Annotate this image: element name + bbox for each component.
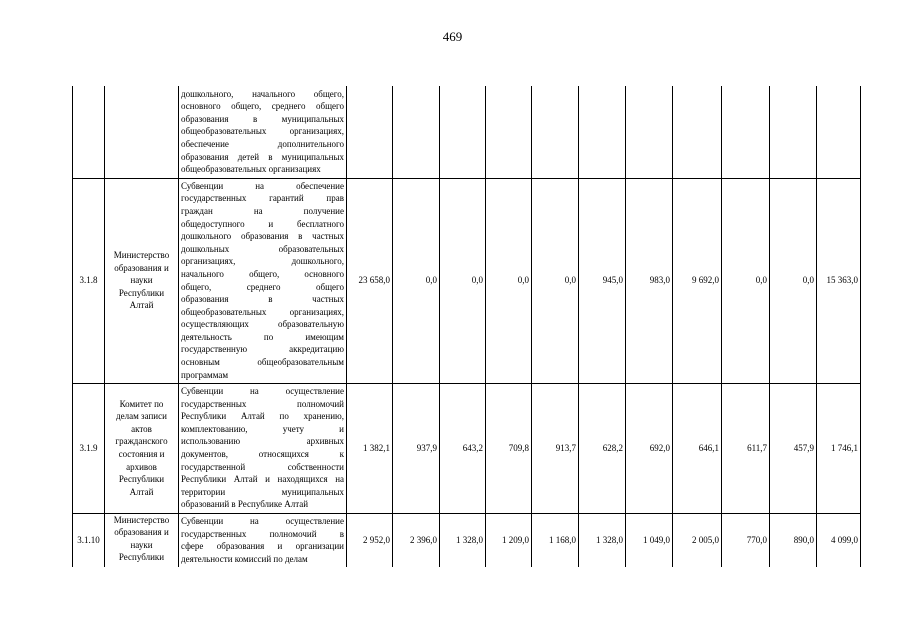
funding-value: 890,0 — [770, 513, 817, 567]
funding-value: 983,0 — [626, 178, 673, 383]
organization-line: состояния и — [118, 449, 165, 459]
funding-value: 1 328,0 — [579, 513, 626, 567]
description-line: общеобразовательных организациях — [181, 164, 321, 175]
measure-description — [179, 86, 347, 178]
funding-value: 15 363,0 — [817, 178, 861, 383]
funding-value: 0,0 — [393, 178, 440, 383]
funding-value — [626, 86, 673, 178]
funding-value: 23 658,0 — [347, 178, 393, 383]
description-line: образования детей в муниципальных — [181, 151, 344, 162]
funding-value: 770,0 — [722, 513, 770, 567]
organization-line: Министерство — [113, 514, 170, 525]
funding-value: 2 005,0 — [673, 513, 722, 567]
funding-value — [486, 86, 532, 178]
measure-description — [179, 383, 347, 513]
description-line: государственных полномочий в — [181, 528, 344, 539]
responsible-organization — [105, 383, 179, 513]
funding-value — [347, 86, 393, 178]
organization-line: гражданского — [115, 436, 168, 447]
description-line: программам — [181, 369, 229, 380]
description-line: государственной собственности — [181, 461, 344, 472]
funding-value — [393, 86, 440, 178]
funding-value: 9 692,0 — [673, 178, 722, 383]
item-number: 3.1.8 — [73, 178, 105, 383]
table-row — [73, 86, 861, 178]
description-line: дошкольных образовательных — [181, 243, 344, 254]
description-line: комплектованию, учету и — [181, 423, 344, 434]
funding-value: 643,2 — [440, 383, 486, 513]
item-number: 3.1.10 — [73, 513, 105, 567]
funding-value — [673, 86, 722, 178]
responsible-organization — [105, 178, 179, 383]
description-line: территории муниципальных — [181, 486, 344, 497]
funding-value: 1 049,0 — [626, 513, 673, 567]
funding-value: 945,0 — [579, 178, 626, 383]
responsible-organization — [105, 86, 179, 178]
funding-value — [579, 86, 626, 178]
page-number: 469 — [442, 29, 463, 44]
funding-value: 0,0 — [770, 178, 817, 383]
funding-value: 4 099,0 — [817, 513, 861, 567]
organization-line: архивов — [126, 461, 157, 472]
funding-value — [817, 86, 861, 178]
funding-value: 692,0 — [626, 383, 673, 513]
funding-value: 1 168,0 — [532, 513, 579, 567]
measure-description — [179, 178, 347, 383]
table-row — [73, 383, 861, 513]
organization-line: науки — [130, 539, 153, 550]
funding-value: 2 396,0 — [393, 513, 440, 567]
description-line: Субвенции на осуществление — [181, 386, 344, 397]
measure-description — [179, 513, 347, 567]
organization-line: образования и — [114, 262, 169, 273]
organization-line: Комитет по — [119, 398, 164, 409]
organization-line: Министерство — [113, 250, 170, 261]
organization-line: актов — [131, 423, 152, 434]
funding-value — [532, 86, 579, 178]
description-line: государственных гарантий прав — [181, 193, 344, 204]
organization-line: Республики — [118, 287, 165, 298]
description-line: общеобразовательных организациях, — [181, 306, 344, 317]
organization-line: делам записи — [116, 411, 167, 422]
responsible-organization — [105, 513, 179, 567]
description-line: государственную аккредитацию — [181, 344, 344, 355]
description-line: общедоступного и бесплатного — [181, 218, 344, 229]
description-line: образования в частных — [181, 294, 344, 305]
description-line: основным общеобразовательным — [181, 357, 344, 368]
description-line: деятельность по имеющим — [181, 331, 344, 342]
organization-line: Республики — [118, 474, 165, 485]
description-line: Республики Алтай по хранению, — [181, 411, 344, 422]
description-line: деятельности комиссий по делам — [181, 553, 308, 564]
funding-value: 628,2 — [579, 383, 626, 513]
funding-value: 1 328,0 — [440, 513, 486, 567]
description-line: дошкольного образования в частных — [181, 231, 344, 242]
description-line: организациях, дошкольного, — [181, 256, 344, 267]
funding-value — [440, 86, 486, 178]
description-line: Субвенции на осуществление — [181, 516, 344, 527]
budget-table — [72, 86, 861, 567]
table-row — [73, 178, 861, 383]
description-line: образований в Республике Алтай — [181, 499, 309, 510]
funding-value: 913,7 — [532, 383, 579, 513]
funding-value: 0,0 — [532, 178, 579, 383]
funding-value: 1 209,0 — [486, 513, 532, 567]
description-line: использованию архивных — [181, 436, 344, 447]
item-number — [73, 86, 105, 178]
description-line: Субвенции на обеспечение — [181, 180, 344, 191]
funding-value: 2 952,0 — [347, 513, 393, 567]
description-line: граждан на получение — [181, 205, 344, 216]
description-line: осуществляющих образовательную — [181, 319, 344, 330]
description-line: Республики Алтай и находящихся на — [181, 474, 344, 485]
funding-value: 0,0 — [440, 178, 486, 383]
funding-value: 709,8 — [486, 383, 532, 513]
description-line: государственных полномочий — [181, 398, 344, 409]
organization-line: науки — [130, 275, 153, 286]
funding-value: 646,1 — [673, 383, 722, 513]
funding-value: 1 746,1 — [817, 383, 861, 513]
funding-value: 611,7 — [722, 383, 770, 513]
organization-line: образования и — [114, 527, 169, 538]
description-line: начального общего, основного — [181, 268, 344, 279]
item-number: 3.1.9 — [73, 383, 105, 513]
funding-value: 1 382,1 — [347, 383, 393, 513]
organization-line: Республики — [118, 552, 165, 563]
funding-value — [770, 86, 817, 178]
funding-value: 937,9 — [393, 383, 440, 513]
organization-line: Алтай — [129, 300, 154, 311]
description-line: сфере образования и организации — [181, 541, 344, 552]
description-line: общеобразовательных организациях, — [181, 126, 344, 137]
table-row — [73, 513, 861, 567]
funding-value: 457,9 — [770, 383, 817, 513]
funding-value: 0,0 — [486, 178, 532, 383]
description-line: общего, среднего общего — [181, 281, 344, 292]
description-line: образования в муниципальных — [181, 113, 344, 124]
description-line: основного общего, среднего общего — [181, 101, 344, 112]
funding-value — [722, 86, 770, 178]
organization-line: Алтай — [129, 486, 154, 497]
funding-value: 0,0 — [722, 178, 770, 383]
description-line: обеспечение дополнительного — [181, 139, 344, 150]
description-line: документов, относящихся к — [181, 449, 344, 459]
description-line: дошкольного, начального общего, — [181, 88, 344, 99]
